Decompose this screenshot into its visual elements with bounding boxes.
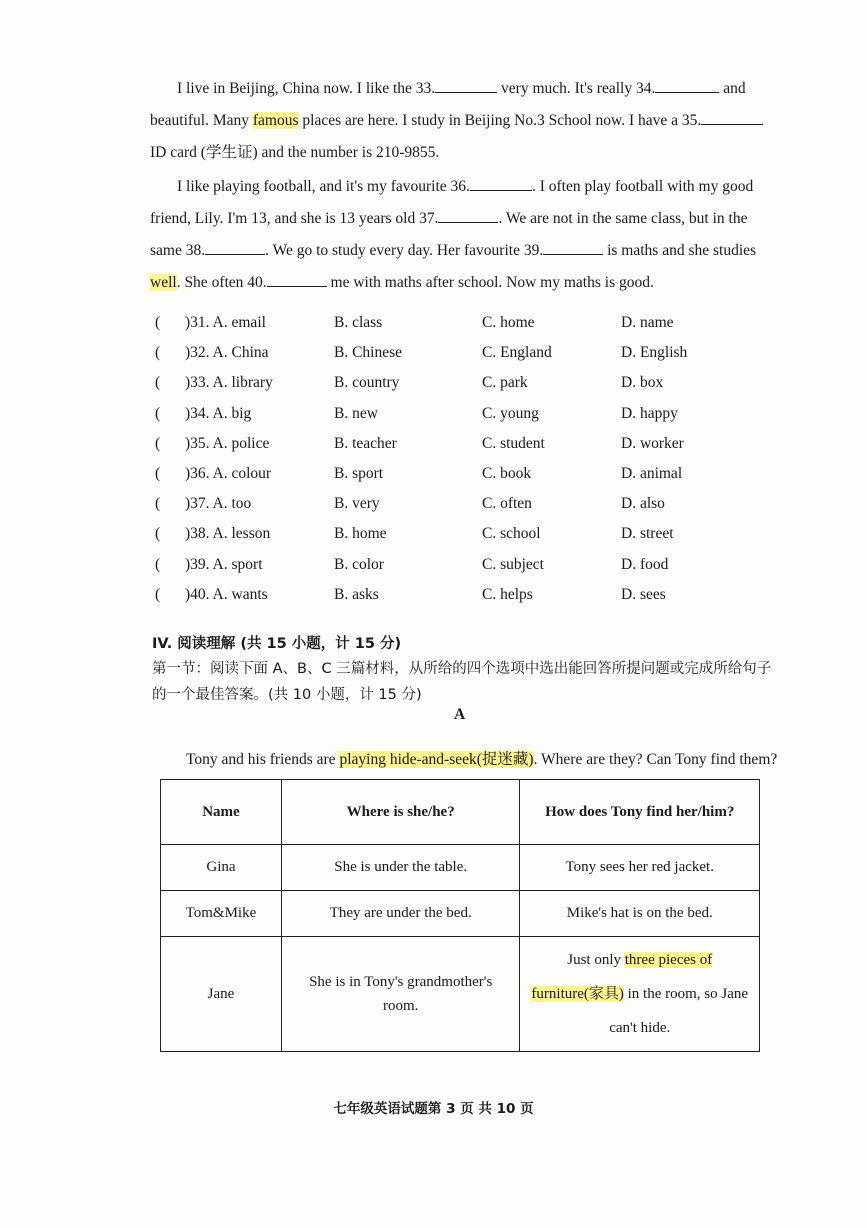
option-d: D. happy <box>621 404 678 422</box>
blank-35 <box>701 110 763 125</box>
option-d: D. name <box>621 314 674 331</box>
passage-text: beautiful. Many <box>150 112 253 129</box>
option-d: D. sees <box>621 585 666 603</box>
cell-how: Tony sees her red jacket. <box>520 845 760 891</box>
option-b: B. Chinese <box>334 344 403 362</box>
option-row <box>155 525 775 555</box>
option-b: B. new <box>334 404 378 422</box>
passage-text: is maths and she studies <box>603 242 757 259</box>
passage-text: friend, Lily. I'm 13, and she is 13 years old 37. <box>150 210 439 227</box>
option-b: B. country <box>334 374 400 392</box>
option-row <box>155 586 775 616</box>
option-b: B. sport <box>334 465 384 482</box>
highlighted-word: famous <box>252 112 299 129</box>
option-b: B. asks <box>334 585 379 603</box>
passage-text: . She often 40. <box>176 274 267 291</box>
option-c: C. young <box>482 404 539 422</box>
answer-paren: ( <box>155 434 161 452</box>
cell-how: Mike's hat is on the bed. <box>520 891 760 937</box>
table-row <box>161 845 760 891</box>
option-c: C. England <box>482 344 552 362</box>
header-where: Where is she/he? <box>281 780 520 845</box>
passage-paragraph-2 <box>150 171 772 299</box>
option-row <box>155 495 775 525</box>
option-d: D. English <box>621 344 688 362</box>
passage-text: very much. It's really 34. <box>497 80 656 97</box>
option-d: D. box <box>621 374 664 392</box>
answer-paren: ( <box>155 495 161 513</box>
header-name: Name <box>161 780 282 845</box>
passage-paragraph-1 <box>150 73 772 169</box>
table-row <box>161 891 760 937</box>
blank-38 <box>205 240 265 255</box>
option-c: C. school <box>482 525 541 543</box>
header-how: How does Tony find her/him? <box>520 780 760 845</box>
option-c: C. park <box>482 374 528 392</box>
blank-34 <box>655 78 719 93</box>
highlighted-phrase: playing hide-and-seek(捉迷藏) <box>339 751 534 768</box>
option-row <box>155 435 775 465</box>
option-c: C. helps <box>482 585 533 603</box>
option-c: C. home <box>482 314 535 331</box>
option-row <box>155 374 775 404</box>
option-b: B. home <box>334 525 387 543</box>
table-row <box>161 937 760 1052</box>
blank-37 <box>438 208 498 223</box>
highlighted-word: well <box>150 274 177 291</box>
answer-paren: ( <box>155 404 161 422</box>
option-b: B. class <box>334 314 383 331</box>
section-title: IV. 阅读理解 (共 15 小题，计 15 分) <box>152 636 402 652</box>
option-row <box>155 314 775 344</box>
blank-40 <box>267 272 327 287</box>
cell-name: Gina <box>161 845 282 891</box>
answer-paren: ( <box>155 374 161 392</box>
reading-intro: Tony and his friends are playing hide-and-seek(捉迷藏). Where are they? Can Tony find them? <box>186 751 778 768</box>
page-footer: 七年级英语试题第 3 页 共 10 页 <box>333 1101 534 1117</box>
passage-text: same 38. <box>150 242 206 259</box>
answer-paren: ( <box>155 314 161 331</box>
option-a: )34. A. big <box>185 404 252 422</box>
option-d: D. animal <box>621 465 683 482</box>
option-d: D. food <box>621 555 669 573</box>
section-instructions: 第一节：阅读下面 A、B、C 三篇材料，从所给的四个选项中选出能回答所提问题或完成所给句子的一个最佳答案。(共 10 小题，计 15 分) <box>152 661 772 703</box>
option-a: )38. A. lesson <box>185 525 271 543</box>
option-d: D. worker <box>621 434 684 452</box>
passage-text: I like playing football, and it's my favourite 36. <box>177 178 470 195</box>
passage-text: ID card (学生证) and the number is 210-9855. <box>150 144 440 161</box>
passage-text: and <box>719 80 746 97</box>
answer-paren: ( <box>155 555 161 573</box>
option-c: C. often <box>482 495 532 513</box>
option-d: D. also <box>621 495 665 513</box>
option-a: )35. A. police <box>185 434 270 452</box>
cell-where: She is in Tony's grandmother's room. <box>281 937 520 1052</box>
option-d: D. street <box>621 525 674 543</box>
option-c: C. student <box>482 434 545 452</box>
highlighted-phrase: furniture(家具) <box>531 986 624 1002</box>
answer-paren: ( <box>155 344 161 362</box>
blank-36 <box>470 176 532 191</box>
passage-text: . I often play football with my good <box>531 178 754 195</box>
option-a: )33. A. library <box>185 374 273 392</box>
answer-paren: ( <box>155 585 161 603</box>
passage-text: I live in Beijing, China now. I like the 33. <box>177 80 436 97</box>
option-row <box>155 405 775 435</box>
part-label: A <box>454 706 466 723</box>
answer-paren: ( <box>155 465 161 482</box>
passage-text: me with maths after school. Now my maths is good. <box>326 274 654 291</box>
option-a: )40. A. wants <box>185 585 268 603</box>
option-c: C. subject <box>482 555 544 573</box>
option-b: B. very <box>334 495 380 513</box>
highlighted-phrase: three pieces of <box>624 952 713 968</box>
option-b: B. teacher <box>334 434 397 452</box>
passage-text: . We are not in the same class, but in the <box>498 210 748 227</box>
hide-and-seek-table <box>160 779 760 1052</box>
cell-where: She is under the table. <box>281 845 520 891</box>
option-row <box>155 556 775 586</box>
option-row <box>155 465 775 495</box>
passage-text: places are here. I study in Beijing No.3 School now. I have a 35. <box>298 112 702 129</box>
passage-text: . We go to study every day. Her favourite 39. <box>265 242 544 259</box>
option-row <box>155 344 775 374</box>
table-header-row <box>161 780 760 845</box>
blank-39 <box>543 240 603 255</box>
blank-33 <box>435 78 497 93</box>
cell-name: Jane <box>161 937 282 1052</box>
answer-paren: ( <box>155 525 161 543</box>
option-a: )39. A. sport <box>185 555 263 573</box>
option-a: )31. A. email <box>185 314 266 331</box>
option-b: B. color <box>334 555 384 573</box>
cell-name: Tom&Mike <box>161 891 282 937</box>
cell-how: Just only three pieces of furniture(家具) in the room, so Jane can't hide. <box>520 937 760 1052</box>
option-a: )37. A. too <box>185 495 252 513</box>
cell-where: They are under the bed. <box>281 891 520 937</box>
option-c: C. book <box>482 465 532 482</box>
option-a: )32. A. China <box>185 344 269 362</box>
option-a: )36. A. colour <box>185 465 272 482</box>
